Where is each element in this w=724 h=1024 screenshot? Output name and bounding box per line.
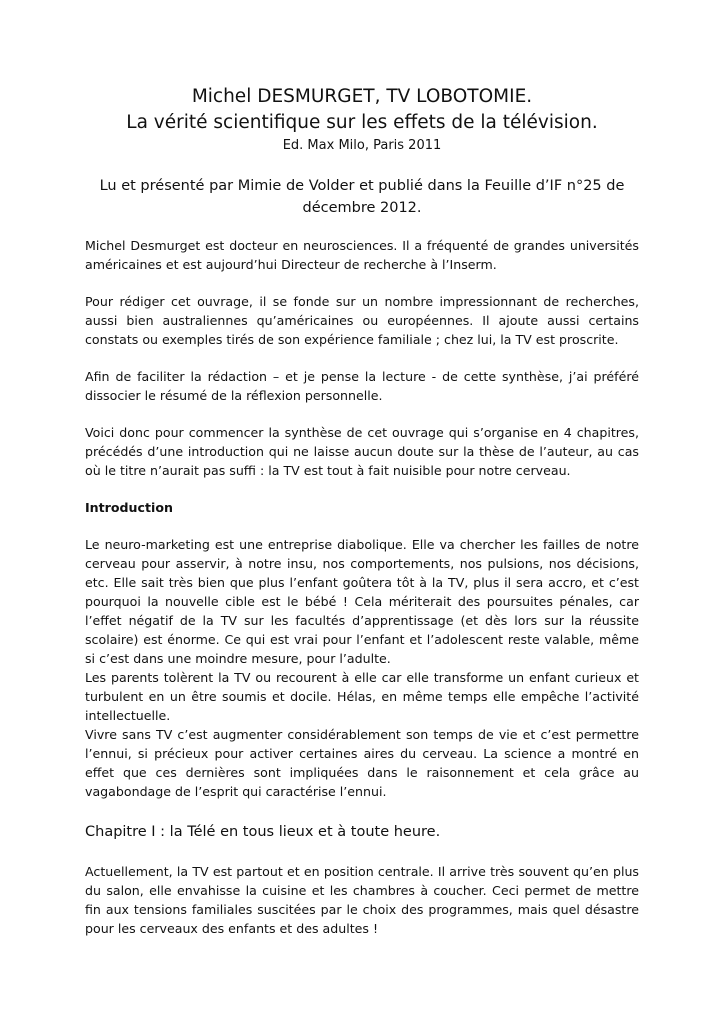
publisher-line: Ed. Max Milo, Paris 2011 [282,138,442,153]
author-paragraph: Michel Desmurget est docteur en neurosciences. Il a fréquenté de grandes universités américaines et est aujourd’hui Directeur de recherche à l’Inserm. [85,238,639,272]
introduction-heading: Introduction [85,500,173,515]
overview-paragraph: Voici donc pour commencer la synthèse de cet ouvrage qui s’organise en 4 chapitres, précédés d’une introduction qui ne laisse aucun doute sur la thèse de l’auteur, au cas où le titre n’aurait pas suffi : la TV est tout à fait nuisible pour notre cerveau. [85,425,639,478]
book-title-line-1: Michel DESMURGET, TV LOBOTOMIE. [191,86,533,107]
presented-by-line: Lu et présenté par Mimie de Volder et publié dans la Feuille d’IF n°25 de décembre 2012. [99,178,625,216]
sources-paragraph: Pour rédiger cet ouvrage, il se fonde sur un nombre impressionnant de recherches, aussi bien australiennes qu’américaines ou européennes. Il ajoute aussi certains constats ou exemples tirés de son expérience familiale ; chez lui, la TV est proscrite. [85,294,639,347]
book-title-line-2: La vérité scientifique sur les effets de la télévision. [126,112,598,133]
chapter-1-heading: Chapitre I : la Télé en tous lieux et à toute heure. [85,824,441,840]
method-paragraph: Afin de faciliter la rédaction – et je pense la lecture - de cette synthèse, j’ai préféré dissocier le résumé de la réflexion personnelle. [85,369,639,403]
introduction-paragraph-1: Le neuro-marketing est une entreprise diabolique. Elle va chercher les failles de notre cerveau pour asservir, à notre insu, nos comportements, nos pulsions, nos décisions, etc. Elle sait très bien que plus l’enfant goûtera tôt à la TV, plus il sera accro, et c’est pourquoi la nouvelle cible est le bébé ! Cela mériterait des poursuites pénales, car l’effet négatif de la TV sur les facultés d’apprentissage (et dès lors sur la réussite scolaire) est énorme. Ce qui est vrai pour l’enfant et l’adolescent reste valable, même si c’est dans une moindre mesure, pour l’adulte. [85,537,639,666]
chapter-1-paragraph-1: Actuellement, la TV est partout et en position centrale. Il arrive très souvent qu’en plus du salon, elle envahisse la cuisine et les chambres à coucher. Ceci permet de mettre fin aux tensions familiales suscitées par le choix des programmes, mais quel désastre pour les cerveaux des enfants et des adultes ! [85,864,639,936]
introduction-paragraph-3: Vivre sans TV c’est augmenter considérablement son temps de vie et c’est permettre l’ennui, si précieux pour activer certaines aires du cerveau. La science a montré en effet que ces dernières sont impliquées dans le raisonnement et cela grâce au vagabondage de l’esprit qui caractérise l’ennui. [85,727,639,799]
document-page [85,84,639,956]
introduction-paragraph-2: Les parents tolèrent la TV ou recourent à elle car elle transforme un enfant curieux et turbulent en un être soumis et docile. Hélas, en même temps elle empêche l’activité intellectuelle. [85,670,639,723]
